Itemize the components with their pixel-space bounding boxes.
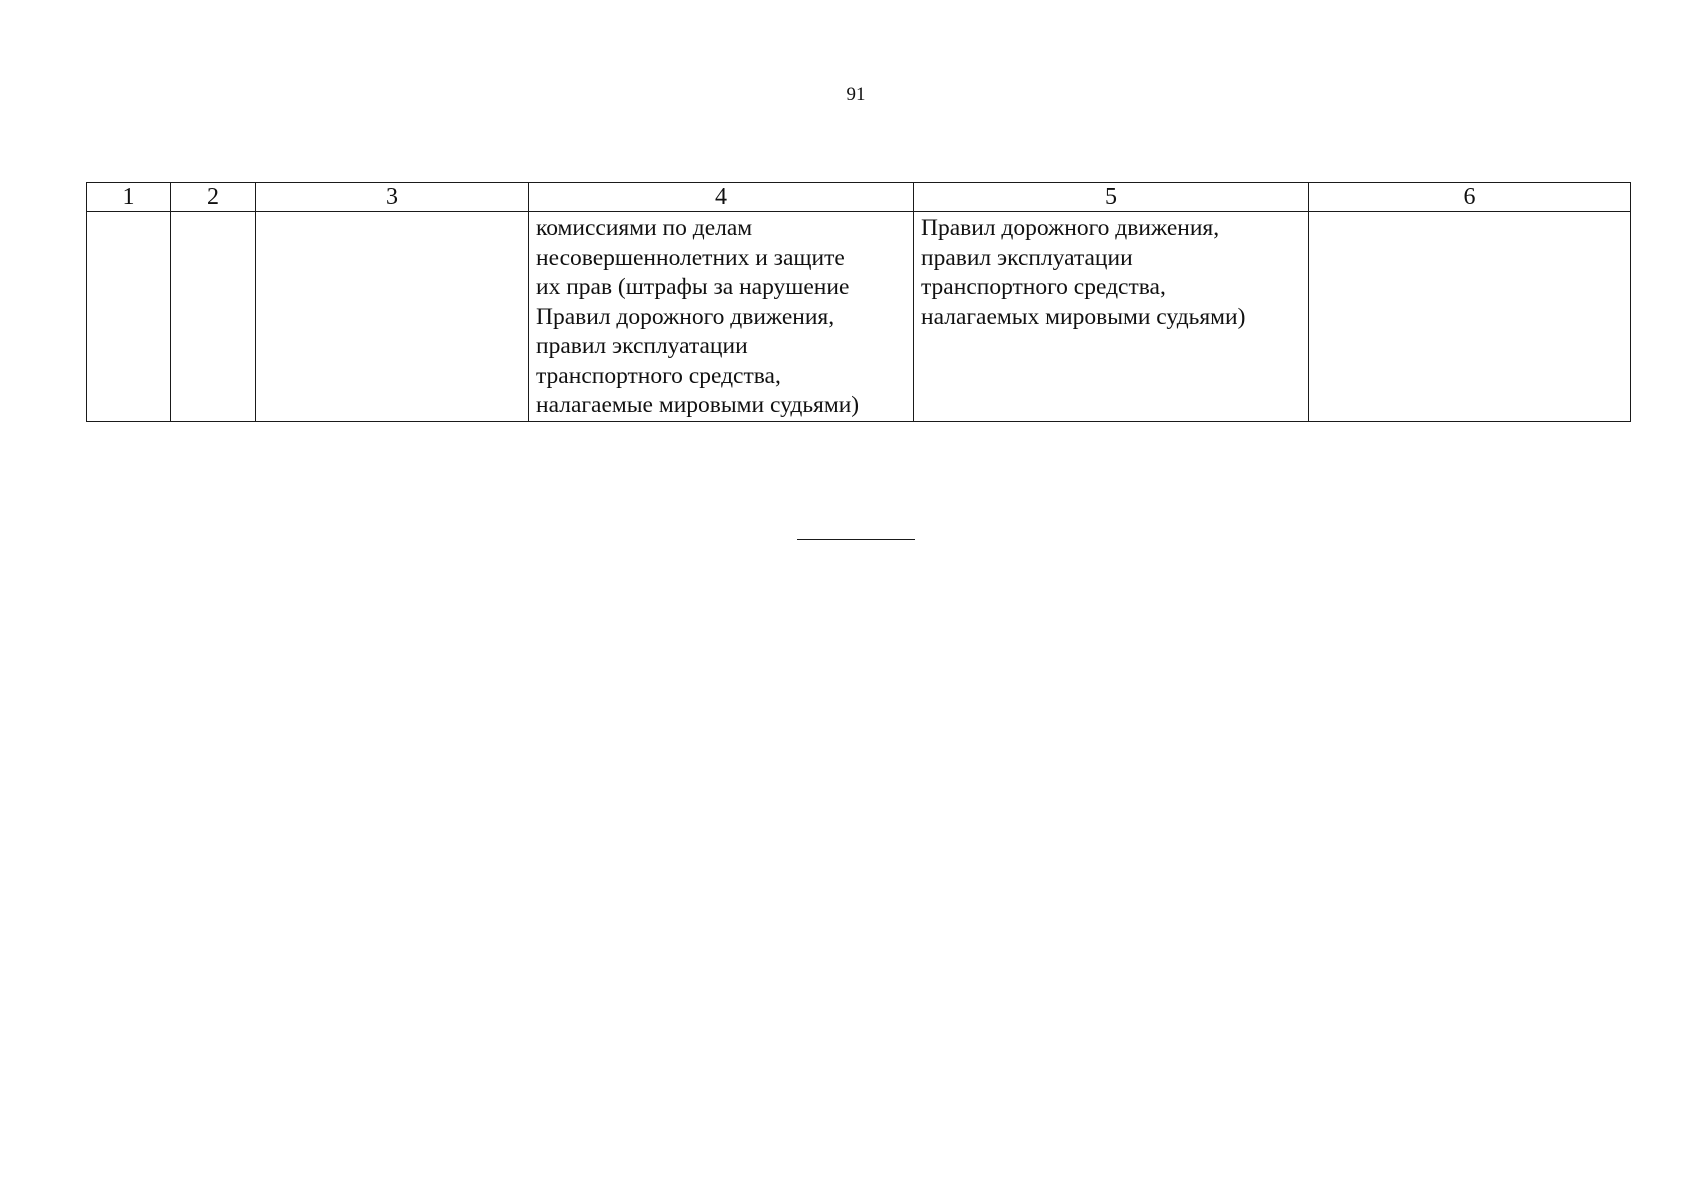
continuation-table [86,182,1631,422]
cell-text-col5: Правил дорожного движения, правил эксплуатации транспортного средства, налагаемых мировыми судьями) [921,215,1246,330]
table-cell-col2 [171,212,256,422]
page-number: 91 [846,84,866,105]
table-cell-col6 [1309,212,1631,422]
column-number-3: 3 [256,183,529,212]
column-number-4: 4 [529,183,914,212]
column-number-2: 2 [171,183,256,212]
table-cell-col5 [914,212,1309,422]
table-cell-col1 [87,212,171,422]
table-cell-col3 [256,212,529,422]
cell-text-col2 [171,212,255,214]
table-cell-col4 [529,212,914,422]
cell-text-col3 [256,212,528,214]
table-row [87,212,1631,422]
column-number-6: 6 [1309,183,1631,212]
end-of-document-rule [797,539,915,540]
column-number-5: 5 [914,183,1309,212]
cell-text-col4: комиссиями по делам несовершеннолетних и защите их прав (штрафы за нарушение Правил дорожного движения, правил эксплуатации транспортного средства, налагаемые мировыми судьями) [536,215,860,418]
column-number-row [87,183,1631,212]
cell-text-col1 [87,212,170,214]
column-number-1: 1 [87,183,171,212]
cell-text-col6 [1309,212,1630,214]
